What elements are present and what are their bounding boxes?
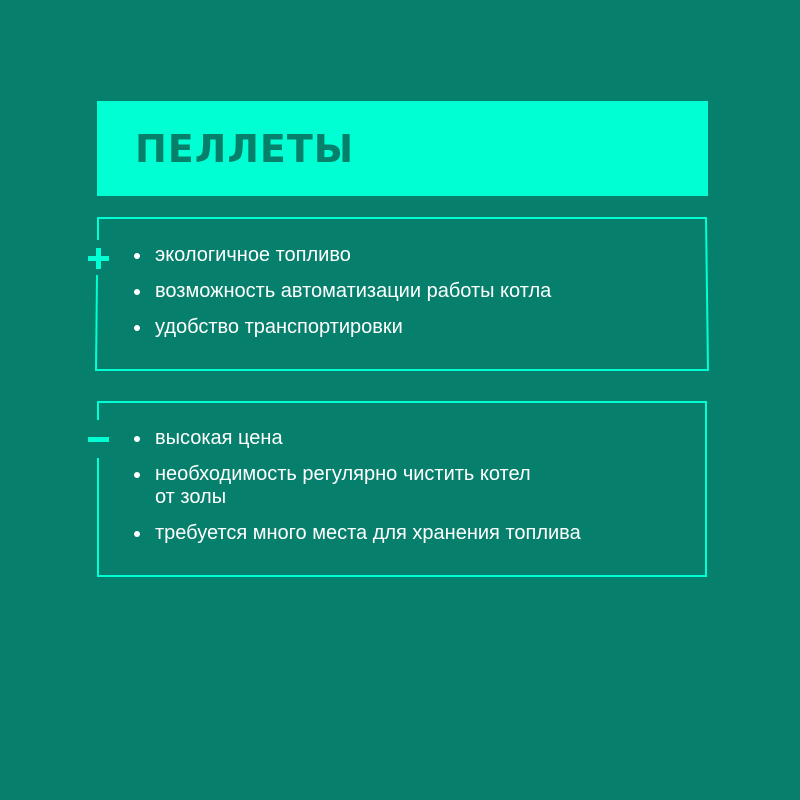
list-item bbox=[0, 522, 581, 545]
bullet-icon bbox=[134, 436, 140, 442]
cons-list bbox=[0, 427, 581, 558]
list-item bbox=[0, 316, 551, 339]
list-item-text: необходимость регулярно чистить котел от золы bbox=[155, 463, 531, 508]
list-item bbox=[0, 427, 581, 450]
list-item-text: удобство транспортировки bbox=[155, 316, 403, 338]
list-item bbox=[0, 280, 551, 303]
page-title: ПЕЛЛЕТЫ bbox=[135, 127, 355, 171]
bullet-icon bbox=[134, 253, 140, 259]
list-item-text: высокая цена bbox=[155, 427, 283, 449]
list-item-text: требуется много места для хранения топлива bbox=[155, 522, 581, 544]
bullet-icon bbox=[134, 325, 140, 331]
bullet-icon bbox=[134, 472, 140, 478]
list-item-text: возможность автоматизации работы котла bbox=[155, 280, 552, 302]
bullet-icon bbox=[134, 289, 140, 295]
pros-list bbox=[0, 244, 551, 352]
bullet-icon bbox=[134, 531, 140, 537]
list-item-text: экологичное топливо bbox=[155, 244, 351, 266]
list-item bbox=[0, 463, 581, 509]
list-item bbox=[0, 244, 551, 267]
